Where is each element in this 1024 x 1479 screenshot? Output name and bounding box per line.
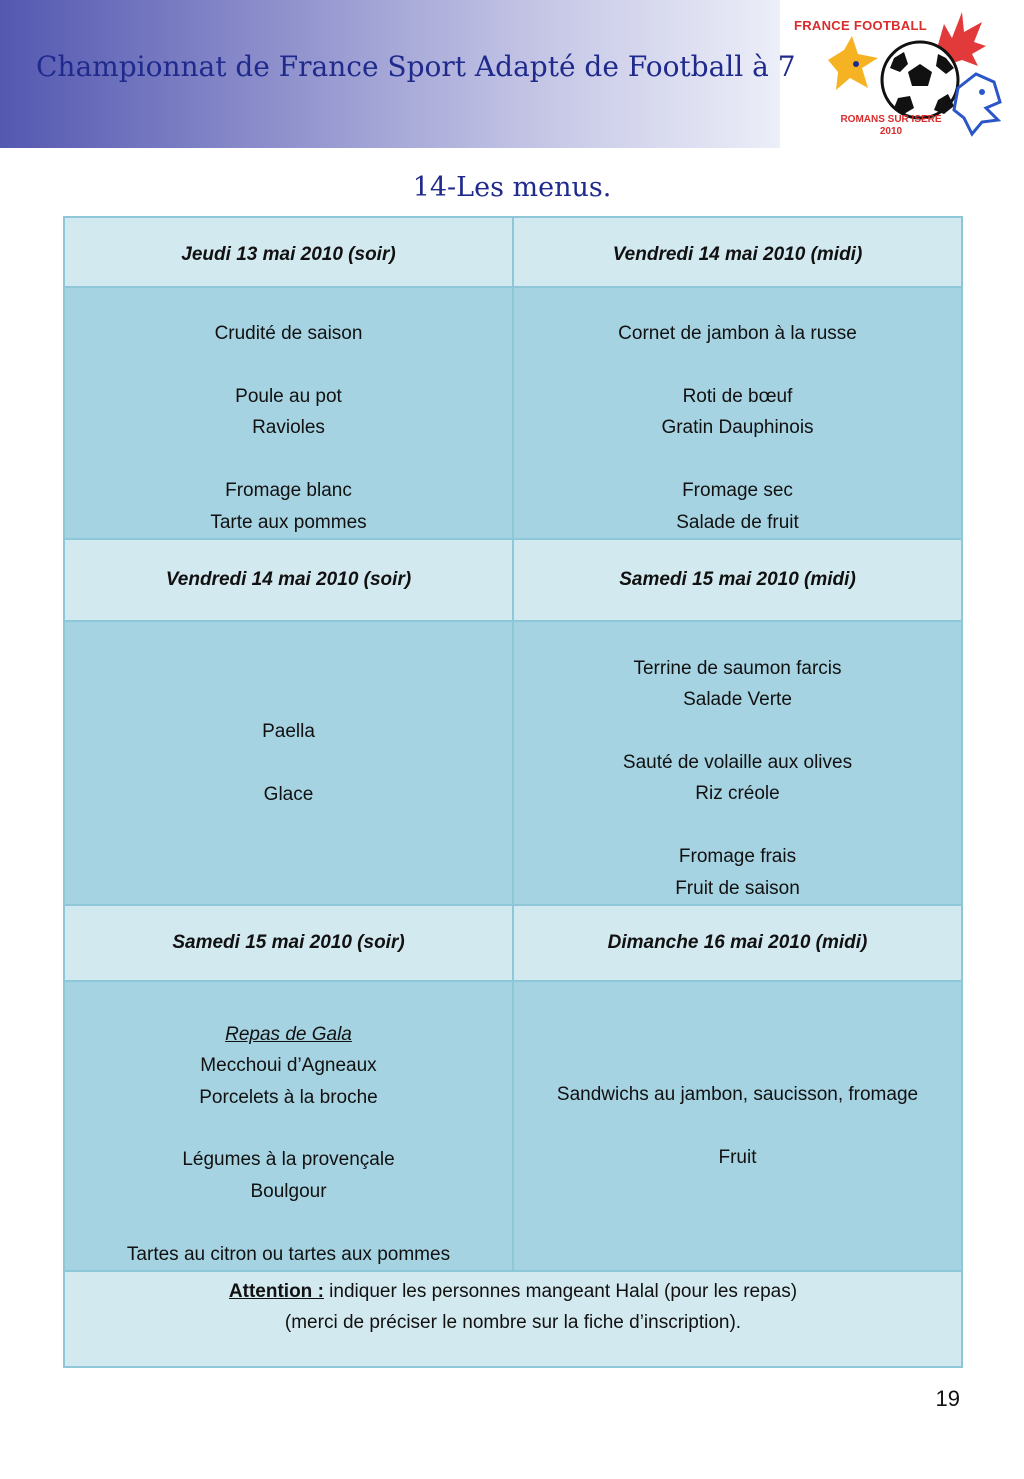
- menu-item: Boulgour: [250, 1180, 327, 1202]
- logo-top-text: FRANCE FOOTBALL: [794, 18, 928, 33]
- table-row: [64, 905, 962, 981]
- table-row: [64, 217, 962, 287]
- championship-logo: [786, 2, 1012, 146]
- menu-item: [71, 444, 506, 475]
- menu-date-heading: Vendredi 14 mai 2010 (soir): [64, 539, 513, 621]
- menu-item: Poule au pot: [235, 385, 342, 407]
- menu-cell: [64, 981, 513, 1271]
- note-text: indiquer les personnes mangeant Halal (pour les repas): [323, 1281, 798, 1302]
- menu-item: Sandwichs au jambon, saucisson, fromage: [556, 1083, 919, 1105]
- logo-bottom-text: [836, 114, 946, 138]
- menu-item: Tarte aux pommes: [210, 511, 367, 533]
- menu-item: [520, 1110, 955, 1141]
- menu-item: Légumes à la provençale: [182, 1149, 395, 1171]
- menu-date-heading: Samedi 15 mai 2010 (soir): [64, 905, 513, 981]
- menu-item: Fromage sec: [682, 480, 793, 502]
- menu-item: [520, 350, 955, 381]
- logo-location: ROMANS SUR ISERE: [840, 114, 942, 125]
- section-title: 14-Les menus.: [412, 172, 612, 203]
- menu-cell: [64, 287, 513, 539]
- menu-item: [520, 810, 955, 841]
- menu-item: Porcelets à la broche: [199, 1086, 378, 1108]
- note-line-2: (merci de préciser le nombre sur la fiche d’inscription).: [284, 1312, 742, 1334]
- table-row: [64, 981, 962, 1271]
- menu-item: Fruit de saison: [675, 877, 800, 899]
- menu-item: Terrine de saumon farcis: [633, 657, 842, 679]
- menu-item: Fromage frais: [678, 846, 797, 868]
- page-number: 19: [935, 1386, 960, 1411]
- note-line-1: [71, 1276, 955, 1307]
- menu-cell: [513, 287, 962, 539]
- menu-item: [71, 350, 506, 381]
- table-row: [64, 539, 962, 621]
- menu-item: Salade Verte: [683, 689, 792, 711]
- document-title: Championnat de France Sport Adapté de Football à 7: [36, 50, 796, 83]
- menu-item: Ravioles: [252, 417, 325, 439]
- halal-note: [64, 1271, 962, 1367]
- menu-item: [71, 1207, 506, 1238]
- menu-cell: [513, 981, 962, 1271]
- menu-item: Gratin Dauphinois: [661, 417, 814, 439]
- logo-year: 2010: [879, 126, 903, 137]
- menu-item: Crudité de saison: [214, 323, 363, 345]
- menus-table: [63, 216, 963, 1368]
- menu-item: Tartes au citron ou tartes aux pommes: [126, 1243, 451, 1265]
- menu-item: [520, 716, 955, 747]
- menu-cell: [513, 621, 962, 905]
- menu-item: Salade de fruit: [676, 511, 799, 533]
- menu-date-heading: Jeudi 13 mai 2010 (soir): [64, 217, 513, 287]
- menu-item: Mecchoui d’Agneaux: [200, 1055, 377, 1077]
- menu-item: Paella: [262, 720, 315, 742]
- gala-label: Repas de Gala: [225, 1023, 352, 1045]
- menu-item: Glace: [263, 783, 314, 805]
- table-row: [64, 621, 962, 905]
- menu-item: Riz créole: [695, 783, 780, 805]
- menu-date-heading: Vendredi 14 mai 2010 (midi): [513, 217, 962, 287]
- table-row: [64, 287, 962, 539]
- menu-item: Fromage blanc: [225, 480, 352, 502]
- menu-item: [71, 747, 506, 778]
- menu-item: [520, 444, 955, 475]
- attention-label: Attention :: [228, 1281, 324, 1302]
- menu-date-heading: Samedi 15 mai 2010 (midi): [513, 539, 962, 621]
- menu-item: Sauté de volaille aux olives: [622, 751, 853, 773]
- menu-item: [71, 1113, 506, 1144]
- menu-cell: [64, 621, 513, 905]
- table-row: [64, 1271, 962, 1367]
- menu-item: Roti de bœuf: [682, 385, 793, 407]
- menu-item: Cornet de jambon à la russe: [618, 323, 857, 345]
- menu-item: Fruit: [718, 1146, 757, 1168]
- menu-date-heading: Dimanche 16 mai 2010 (midi): [513, 905, 962, 981]
